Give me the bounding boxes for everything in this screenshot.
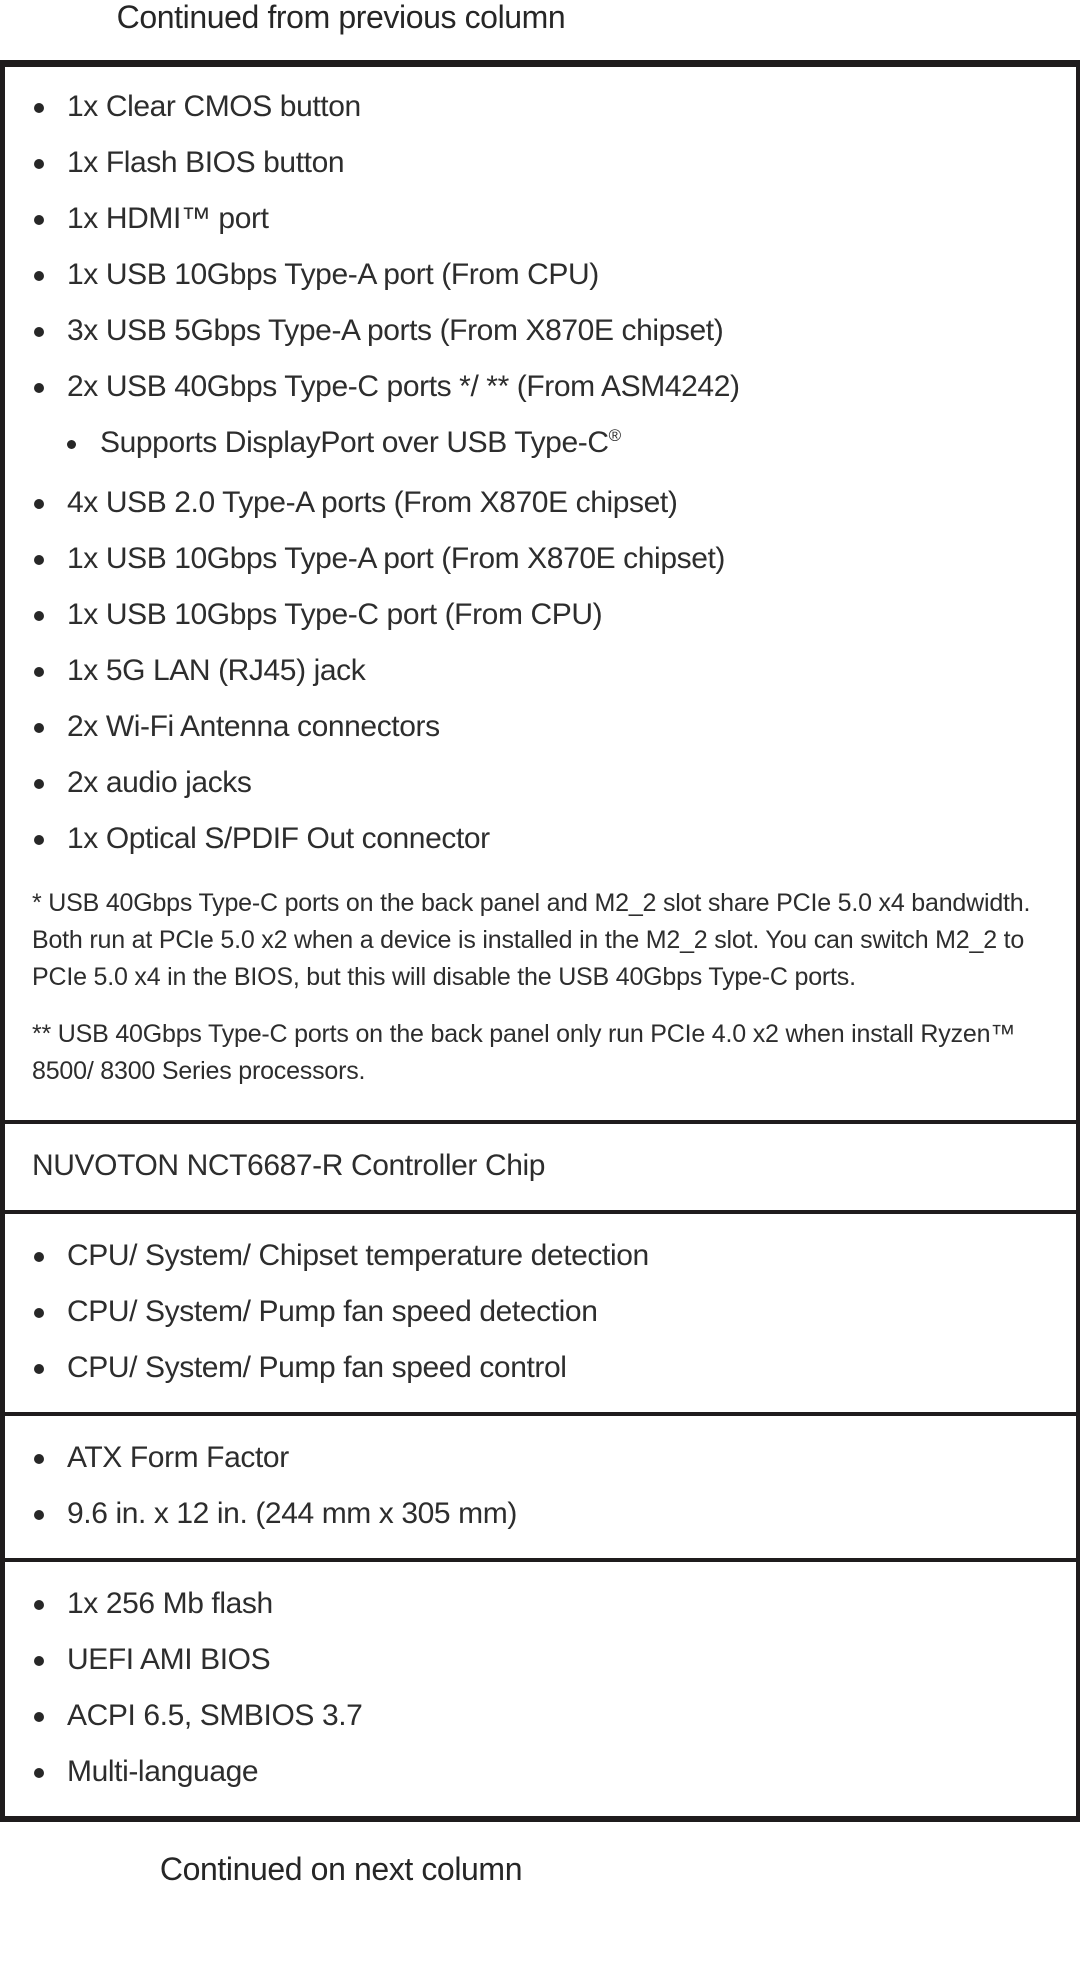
sub-list-item <box>65 415 1056 475</box>
footnote-asterisk: * USB 40Gbps Type-C ports on the back panel and M2_2 slot share PCIe 5.0 x4 bandwidth. Both run at PCIe 5.0 x2 when a device is installed in the M2_2 slot. You can switch M2_2 to PCIe 5.0 x4 in the BIOS, but this will disable the USB 40Gbps Type-C ports. <box>32 889 1031 991</box>
list-item <box>32 1576 1056 1632</box>
list-item <box>32 1430 1056 1486</box>
list-item-text: CPU/ System/ Chipset temperature detection <box>67 1239 649 1272</box>
list-item <box>32 699 1056 755</box>
bullet-list <box>32 79 1056 867</box>
bullet-icon <box>34 383 44 393</box>
list-item <box>32 79 1056 135</box>
list-item-text: Supports DisplayPort over USB Type-C <box>100 426 609 459</box>
bullet-icon <box>34 779 44 789</box>
bullet-icon <box>34 327 44 337</box>
table-row-bios <box>5 1562 1076 1816</box>
section-header-text: NUVOTON NCT6687-R Controller Chip <box>32 1149 546 1182</box>
list-item-text: 1x HDMI™ port <box>67 202 269 235</box>
list-item-text: 9.6 in. x 12 in. (244 mm x 305 mm) <box>67 1497 517 1530</box>
bullet-icon <box>34 667 44 677</box>
bullet-list <box>32 1576 1056 1800</box>
footnote-double-asterisk: ** USB 40Gbps Type-C ports on the back panel only run PCIe 4.0 x2 when install Ryzen™ 8500/ 8300 Series processors. <box>32 1020 1016 1085</box>
table-row-hardware-monitor <box>5 1214 1076 1416</box>
list-item-text: Multi-language <box>67 1755 259 1788</box>
list-item-text: 1x USB 10Gbps Type-A port (From X870E chipset) <box>67 542 726 575</box>
bullet-icon <box>34 1252 44 1262</box>
list-item-text: 1x 5G LAN (RJ45) jack <box>67 654 366 687</box>
bullet-list <box>32 1430 1056 1542</box>
list-item <box>32 1284 1056 1340</box>
list-item-text: 1x USB 10Gbps Type-A port (From CPU) <box>67 258 599 291</box>
bullet-icon <box>34 1510 44 1520</box>
list-item <box>32 359 1056 415</box>
bullet-icon <box>34 1656 44 1666</box>
list-item <box>32 531 1056 587</box>
bullet-icon <box>34 271 44 281</box>
list-item <box>32 1486 1056 1542</box>
continued-next-caption: Continued on next column <box>159 1851 523 1887</box>
list-item-text: 1x USB 10Gbps Type-C port (From CPU) <box>67 598 603 631</box>
list-item-text: 4x USB 2.0 Type-A ports (From X870E chipset) <box>67 486 678 519</box>
table-row-controller-chip <box>5 1124 1076 1214</box>
table-row-form-factor <box>5 1416 1076 1562</box>
continued-from-caption: Continued from previous column <box>116 0 566 35</box>
list-item <box>32 587 1056 643</box>
bullet-icon <box>34 835 44 845</box>
bullet-icon <box>34 103 44 113</box>
list-item <box>32 643 1056 699</box>
list-item <box>32 1228 1056 1284</box>
bullet-icon <box>34 1364 44 1374</box>
list-item-text: ATX Form Factor <box>67 1441 289 1474</box>
bullet-icon <box>34 1600 44 1610</box>
list-item <box>32 1632 1056 1688</box>
list-item <box>32 475 1056 531</box>
spec-table <box>0 60 1080 1822</box>
bullet-icon <box>34 723 44 733</box>
list-item-text: CPU/ System/ Pump fan speed detection <box>67 1295 598 1328</box>
list-item-text: 2x Wi-Fi Antenna connectors <box>67 710 440 743</box>
bullet-icon <box>34 555 44 565</box>
list-item-text: 2x USB 40Gbps Type-C ports */ ** (From ASM4242) <box>67 370 740 403</box>
bullet-list <box>32 1228 1056 1396</box>
list-item-text: 1x 256 Mb flash <box>67 1587 273 1620</box>
bullet-icon <box>67 440 76 449</box>
list-item <box>32 135 1056 191</box>
list-item-text: 1x Clear CMOS button <box>67 90 361 123</box>
list-item-text: 1x Flash BIOS button <box>67 146 345 179</box>
registered-trademark-symbol: ® <box>608 426 622 445</box>
bullet-icon <box>34 499 44 509</box>
list-item-text: 3x USB 5Gbps Type-A ports (From X870E chipset) <box>67 314 724 347</box>
bullet-icon <box>34 1768 44 1778</box>
list-item <box>32 1744 1056 1800</box>
list-item <box>32 1688 1056 1744</box>
list-item-text: 2x audio jacks <box>67 766 252 799</box>
bullet-icon <box>34 1308 44 1318</box>
list-item-text: 1x Optical S/PDIF Out connector <box>67 822 490 855</box>
list-item <box>32 755 1056 811</box>
list-item-text: CPU/ System/ Pump fan speed control <box>67 1351 567 1384</box>
table-row-back-panel-ports <box>5 67 1076 1124</box>
list-item <box>32 191 1056 247</box>
list-item-text: ACPI 6.5, SMBIOS 3.7 <box>67 1699 363 1732</box>
bullet-icon <box>34 159 44 169</box>
list-item <box>32 811 1056 867</box>
bullet-icon <box>34 215 44 225</box>
list-item <box>32 1340 1056 1396</box>
list-item <box>32 303 1056 359</box>
list-item <box>32 247 1056 303</box>
bullet-icon <box>34 1712 44 1722</box>
bullet-icon <box>34 1454 44 1464</box>
bullet-icon <box>34 611 44 621</box>
list-item-text: UEFI AMI BIOS <box>67 1643 271 1676</box>
